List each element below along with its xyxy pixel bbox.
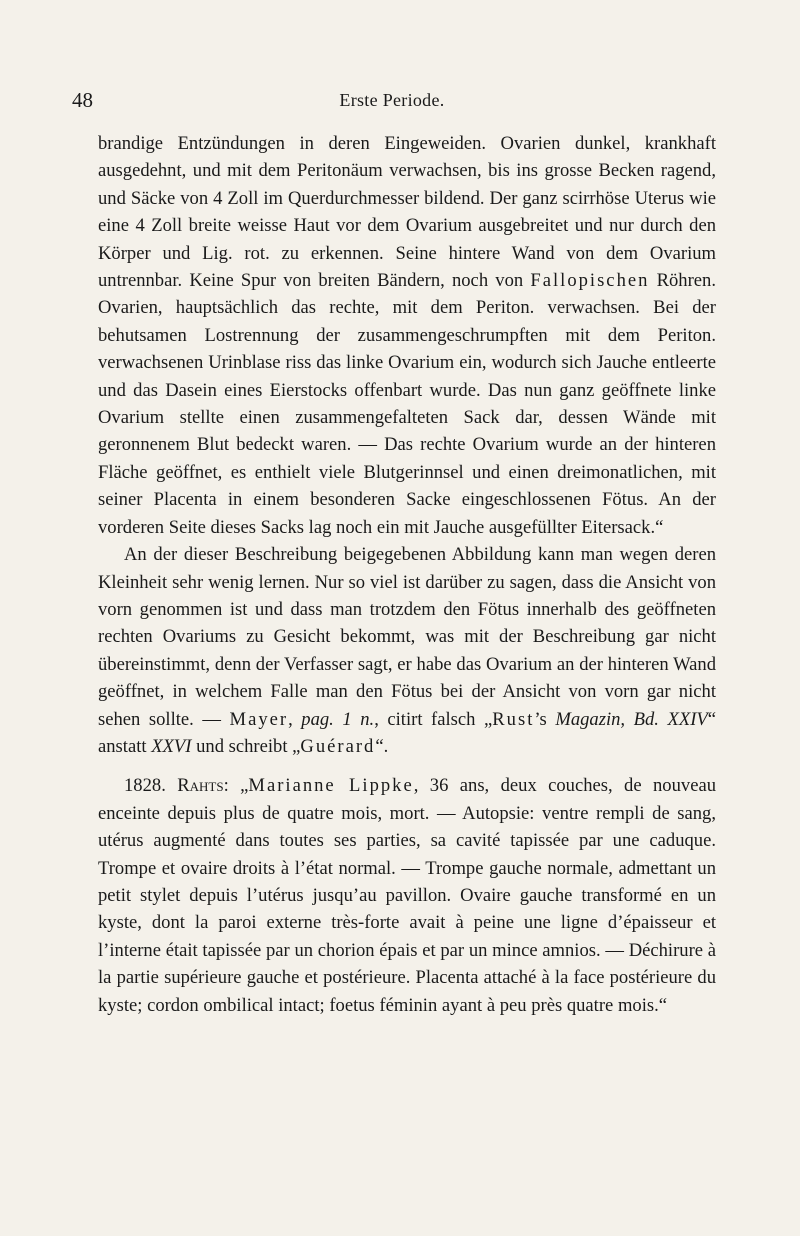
text-run: “ anstatt — [98, 708, 717, 757]
text-run: Röhren. Ovarien, hauptsächlich das rechte, mit dem Periton. verwachsen. Bei der behutsamen Lostrennung der zusammengeschrumpften mit dem Periton. verwachsenen Urinblase riss das linke Ovarium ein, wodurch sich Jauche entleerte und das Dasein eines Eierstocks offenbart wurde. Das nun ganz geöffnete linke Ovarium stellte einen zusammengefalteten Sack dar, dessen Wände mit geronnenem Blut bedeckt waren. — Das rechte Ovarium wurde an der hinteren Fläche geöffnet, es enthielt viele Blutgerinnsel und einen dreimonatlichen, mit seiner Placenta in einem besonderen Sacke eingeschlossenen Fötus. An der vorderen Seite dieses Sacks lag noch ein mit Jauche ausgefüllter Eitersack.“ — [98, 270, 716, 538]
text-run: brandige Entzündungen in deren Eingeweiden. Ovarien dunkel, krankhaft ausgedehnt, und mit dem Peritonäum verwachsen, bis ins grosse Becken ragend, und Säcke von 4 Zoll im Querdurchmesser bildend. Der ganz scirrhöse Uterus wie eine 4 Zoll breite weisse Haut vor dem Ovarium ausgebreitet und nur durch den Körper und Lig. rot. zu erkennen. Seine hintere Wand von dem Ovarium untrennbar. Keine Spur von breiten Bändern, noch von — [98, 133, 716, 292]
paragraph-case-report — [98, 772, 716, 1019]
running-title: Erste Periode. — [339, 90, 445, 110]
text-run: : „ — [223, 775, 249, 797]
text-run: , citirt falsch „ — [374, 708, 493, 730]
author-name: Rahts — [177, 775, 224, 797]
spaced-name: Fallopischen — [530, 270, 650, 292]
author-name: Rust — [492, 708, 535, 730]
page-number: 48 — [72, 88, 93, 112]
page-header — [72, 88, 712, 112]
paragraph-gap — [98, 760, 716, 772]
text-run: und schreibt „ — [191, 735, 301, 757]
citation-journal: Magazin, Bd. XXIV — [555, 708, 708, 730]
citation-page: pag. 1 n. — [301, 708, 375, 730]
text-run: “. — [375, 735, 389, 757]
text-run: , — [288, 708, 302, 730]
author-name: Guérard — [300, 735, 376, 757]
body-text — [98, 130, 716, 1019]
paragraph-continuation — [98, 130, 716, 541]
paragraph-commentary — [98, 541, 716, 760]
citation-volume: XXVI — [151, 735, 192, 757]
text-run: ’s — [534, 708, 556, 730]
text-run: An der dieser Beschreibung beigegebenen Abbildung kann man wegen deren Kleinheit sehr wenig lernen. Nur so viel ist darüber zu sagen, dass die Ansicht von vorn genommen ist und dass man trotzdem den Fötus innerhalb des geöffneten rechten Ovariums zu Gesicht bekommt, was mit der Beschreibung gar nicht übereinstimmt, denn der Verfasser sagt, er habe das Ovarium an der hinteren Wand geöffnet, in welchem Falle man den Fötus bei der Ansicht von vorn gar nicht sehen sollte. — — [98, 544, 716, 730]
patient-name: Marianne Lippke — [248, 775, 414, 797]
text-run: , 36 ans, deux couches, de nouveau enceinte depuis plus de quatre mois, mort. — Autopsie: ventre rempli de sang, utérus augmenté dans toutes ses parties, sa cavité tapissée par une caduque. Trompe et ovaire droits à l’état normal. — Trompe gauche normale, admettant un petit stylet depuis l’utérus jusqu’au pavillon. Ovaire gauche transformé en un kyste, dont la paroi externe très-forte avait à peine une ligne d’épaisseur et l’interne était tapissée par un chorion épais et par un mince amnios. — Déchirure à la partie supérieure gauche et postérieure. Placenta attaché à la face postérieure du kyste; cordon ombilical intact; foetus féminin ayant à peu près quatre mois.“ — [98, 775, 716, 1016]
case-year: 1828. — [124, 775, 178, 797]
author-name: Mayer — [229, 708, 289, 730]
